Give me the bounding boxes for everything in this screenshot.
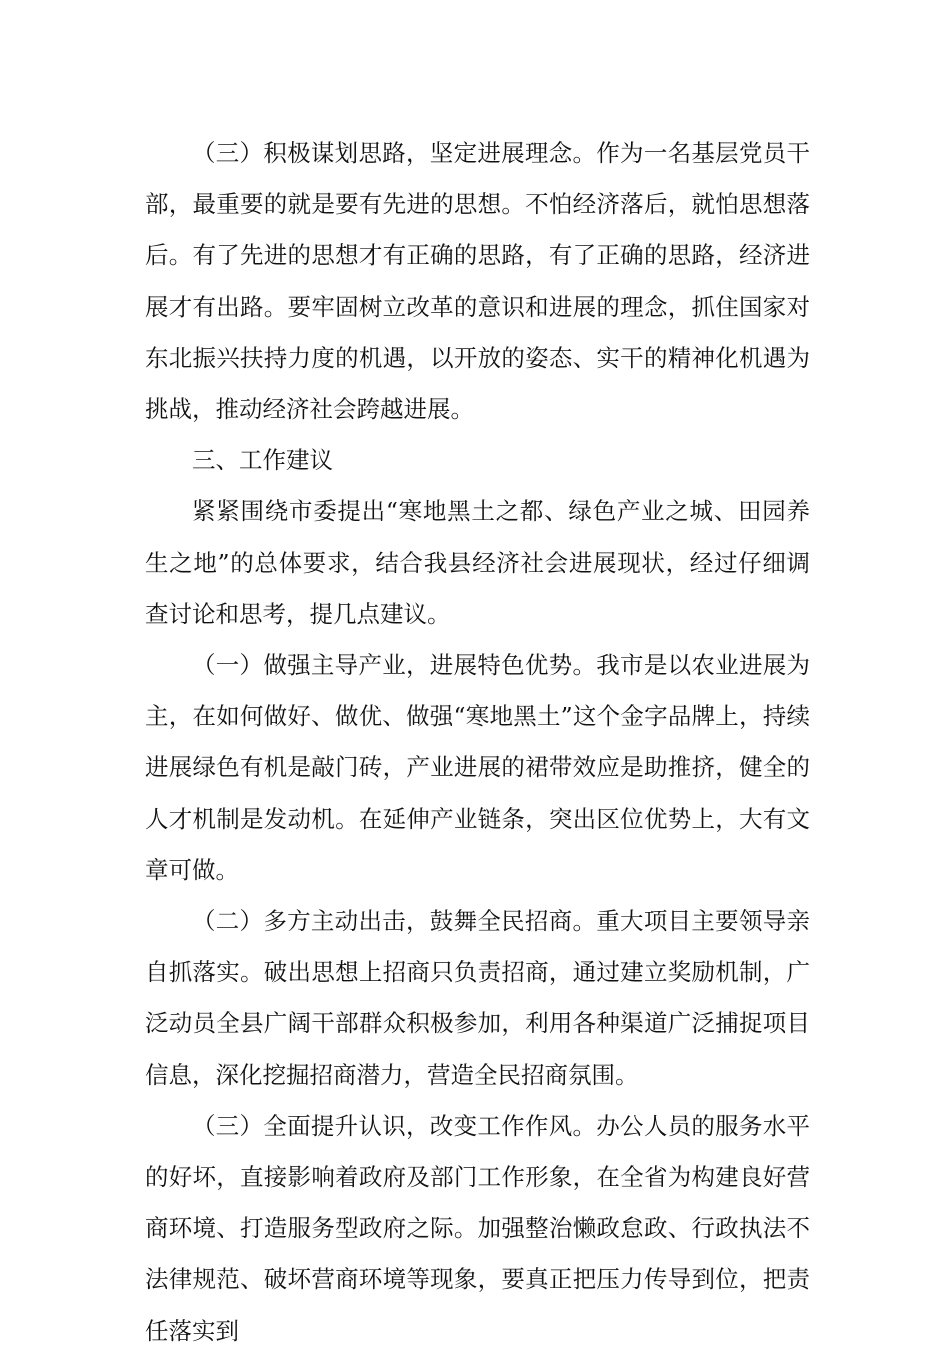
section-heading-work-suggestions: 三、工作建议 [192,446,333,475]
paragraph-suggestion-three-work-style: （三）全面提升认识，改变工作作风。办公人员的服务水平的好坏，直接影响着政府及部门工作形象，在全省为构建良好营商环境、打造服务型政府之际。加强整治懒政怠政、行政执法不法律规范、破坏营商环境等现象，要真正把压力传导到位，把责任落实到 [145,1111,810,1345]
paragraph-point-three-plan-ideas: （三）积极谋划思路，坚定进展理念。作为一名基层党员干部，最重要的就是要有先进的思想。不怕经济落后，就怕思想落后。有了先进的思想才有正确的思路，有了正确的思路，经济进展才有出路。要牢固树立改革的意识和进展的理念，抓住国家对东北振兴扶持力度的机遇，以开放的姿态、实干的精神化机遇为挑战，推动经济社会跨越进展。 [145,139,810,424]
paragraph-suggestion-two-investment: （二）多方主动出击，鼓舞全民招商。重大项目主要领导亲自抓落实。破出思想上招商只负责招商，通过建立奖励机制，广泛动员全县广阔干部群众积极参加，利用各种渠道广泛捕捉项目信息，深化挖掘招商潜力，营造全民招商氛围。 [145,907,810,1089]
paragraph-suggestion-one-industry: （一）做强主导产业，进展特色优势。我市是以农业进展为主，在如何做好、做优、做强“寒地黑土”这个金字品牌上，持续进展绿色有机是敲门砖，产业进展的裙带效应是助推挤，健全的人才机制是发动机。在延伸产业链条，突出区位优势上，大有文章可做。 [145,651,810,884]
paragraph-suggestions-intro: 紧紧围绕市委提出“寒地黑土之都、绿色产业之城、田园养生之地”的总体要求，结合我县经济社会进展现状，经过仔细调查讨论和思考，提几点建议。 [145,497,810,628]
document-body [145,128,810,1357]
